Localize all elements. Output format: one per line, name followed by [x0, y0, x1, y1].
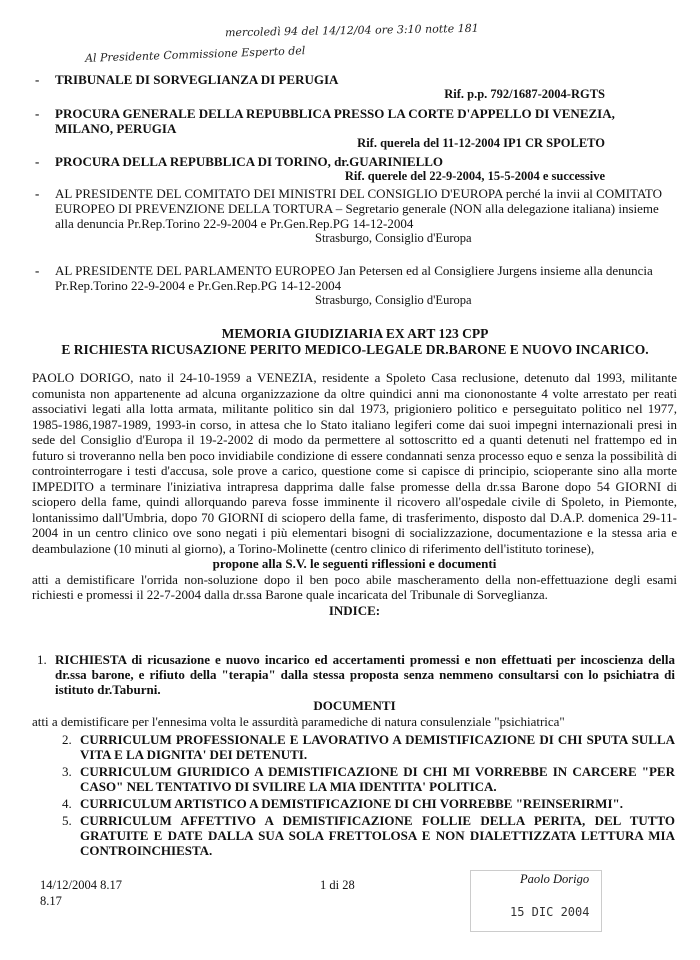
- addressee-block: - AL PRESIDENTE DEL PARLAMENTO EUROPEO Jan Petersen ed al Consigliere Jurgens insieme alla denuncia Pr.Rep.Torino 22-9-2004 e Pr.Gen.Rep.PG 14-12-2004 Strasburgo, Consiglio d'Europa: [55, 263, 675, 308]
- page-number: 1 di 28: [320, 878, 355, 892]
- addressee-location: Strasburgo, Consiglio d'Europa: [315, 231, 472, 245]
- propone-line: propone alla S.V. le seguenti riflessioni e documenti: [212, 556, 497, 571]
- documenti-section: [32, 698, 677, 729]
- list-item: 4. CURRICULUM ARTISTICO A DEMISTIFICAZIONE DI CHI VORREBBE "REINSERIRMI".: [62, 796, 623, 811]
- footer-time: 8.17: [40, 894, 62, 908]
- signature: Paolo Dorigo: [520, 872, 590, 886]
- addressee-location: Strasburgo, Consiglio d'Europa: [315, 293, 472, 307]
- addressee-ref: Rif. querela del 11-12-2004 IP1 CR SPOLETO: [357, 136, 605, 150]
- list-item: 3. CURRICULUM GIURIDICO A DEMISTIFICAZIONE DI CHI MI VORREBBE IN CARCERE "PER CASO" NEL TENTATIVO DI SVILIRE LA MIA IDENTITA' POLITICA.: [62, 764, 675, 794]
- addressee-name: AL PRESIDENTE DEL COMITATO DEI MINISTRI DEL CONSIGLIO D'EUROPA perché la invii al COMITATO EUROPEO DI PREVENZIONE DELLA TORTURA – Segretario generale (NON alla delegazione italiana) insieme alla denuncia Pr.Rep.Torino 22-9-2004 e Pr.Gen.Rep.PG 14-12-2004: [55, 186, 663, 231]
- documenti-intro: atti a demistificare per l'ennesima volta le assurdità paramediche di natura consulenziale "psichiatrica": [32, 713, 565, 729]
- indice-heading: INDICE:: [328, 602, 381, 618]
- documenti-heading: DOCUMENTI: [313, 698, 396, 713]
- document-subtitle: E RICHIESTA RICUSAZIONE PERITO MEDICO-LEGALE DR.BARONE E NUOVO INCARICO.: [61, 342, 649, 357]
- body-paragraph: [32, 370, 677, 618]
- indice-list: [37, 652, 675, 699]
- addressee-name: PROCURA DELLA REPUBBLICA DI TORINO, dr.GUARINIELLO: [55, 154, 444, 169]
- addressee-block: - PROCURA DELLA REPUBBLICA DI TORINO, dr.GUARINIELLO Rif. querele del 22-9-2004, 15-5-2004 e successive: [55, 154, 675, 184]
- addressee-name: PROCURA GENERALE DELLA REPUBBLICA PRESSO LA CORTE D'APPELLO DI VENEZIA, MILANO, PERUGIA: [55, 106, 615, 136]
- addressee-block: - PROCURA GENERALE DELLA REPUBBLICA PRESSO LA CORTE D'APPELLO DI VENEZIA, MILANO, PERUGIA Rif. querela del 11-12-2004 IP1 CR SPOLETO: [55, 106, 675, 151]
- document-title: MEMORIA GIUDIZIARIA EX ART 123 CPP: [221, 326, 489, 341]
- list-item: 5. CURRICULUM AFFETTIVO A DEMISTIFICAZIONE FOLLIE DELLA PERITA, DEL TUTTO GRATUITE E DATE DALLA SUA SOLA FRETTOLOSA E NON DIALETTIZZATA LETTURA MIA CONTROINCHIESTA.: [62, 813, 675, 858]
- addressee-name: AL PRESIDENTE DEL PARLAMENTO EUROPEO Jan Petersen ed al Consigliere Jurgens insieme alla denuncia Pr.Rep.Torino 22-9-2004 e Pr.Gen.Rep.PG 14-12-2004: [55, 263, 653, 293]
- addressee-ref: Rif. p.p. 792/1687-2004-RGTS: [444, 87, 605, 101]
- addressee-ref: Rif. querele del 22-9-2004, 15-5-2004 e successive: [344, 169, 605, 183]
- footer-date: 14/12/2004 8.17: [40, 878, 122, 892]
- addressee-block: - TRIBUNALE DI SORVEGLIANZA DI PERUGIA Rif. p.p. 792/1687-2004-RGTS: [55, 72, 675, 102]
- body-text: PAOLO DORIGO, nato il 24-10-1959 a VENEZIA, residente a Spoleto Casa reclusione, detenuto dal 1993, militante comunista non appartenente ad alcuna organizzazione da oltre quindici anni ma ciononostante 4 volte arrestato per reati associativi legati alla lotta armata, militante politico sin dal 1973, prigioniero politico e perseguitato politico nel 1977, 1985-1986,1987-1989, 1993-in corso, in attesa che lo Stato italiano legiferi come dai suoi impegni internazionali presi in sede del Consiglio d'Europa il 19-2-2002 di modo da permettere al sottoscritto ed a quanti detenuti nel frattempo ed in futuro si troveranno nella ben poco invidiabile condizione di essere condannati senza processo equo e senza la possibilità di controinterrogare i testi d'accusa, sole prove a carico, questione come si capisce di principio, scioperante sino alla morte IMPEDITO a terminare l'iniziativa intrapresa dapprima dalle false promesse della dr.ssa Barone dopo 54 GIORNI di sciopero della fame, quindi allorquando pareva fosse imminente il ricovero all'ospedale civile di Spoleto, in Piemonte, lontanissimo dall'Umbria, dopo 70 GIORNI di sciopero della fame, di trasferimento, disposto dal D.A.P. domenica 29-11-2004 in un centro clinico ove sono negati i più elementari bisogni di socializzazione, documentazione e la stessa aria e deambulazione (10 minuti al giorno), a Torino-Molinette (centro clinico di riferimento dell'istituto torinese),: [32, 370, 677, 556]
- handwritten-addressee: Al Presidente Commissione Esperto del: [84, 44, 306, 65]
- list-item: 2. CURRICULUM PROFESSIONALE E LAVORATIVO A DEMISTIFICAZIONE DI CHI SPUTA SULLA VITA E LA DIGNITA' DEI DETENUTI.: [62, 732, 675, 762]
- list-item: 1. RICHIESTA di ricusazione e nuovo incarico ed accertamenti promessi e non effettuati per incoscienza della dr.ssa barone, e rifiuto della "terapia" dalla stessa proposta senza nemmeno consultarsi con lo psichiatra di istituto dr.Taburni.: [37, 652, 675, 697]
- addressee-name: TRIBUNALE DI SORVEGLIANZA DI PERUGIA: [55, 72, 339, 87]
- documenti-list: [62, 732, 675, 860]
- addressee-block: - AL PRESIDENTE DEL COMITATO DEI MINISTRI DEL CONSIGLIO D'EUROPA perché la invii al COMITATO EUROPEO DI PREVENZIONE DELLA TORTURA – Segretario generale (NON alla delegazione italiana) insieme alla denuncia Pr.Rep.Torino 22-9-2004 e Pr.Gen.Rep.PG 14-12-2004 Strasburgo, Consiglio d'Europa: [55, 186, 675, 246]
- propone-continuation: atti a demistificare l'orrida non-soluzione dopo il ben poco abile mascheramento della non-effettuazione degli esami richiesti e promessi il 22-7-2004 dalla dr.ssa Barone quale incaricata del Tribunale di Sorveglianza.: [32, 571, 677, 602]
- handwritten-note: mercoledì 94 del 14/12/04 ore 3:10 notte 181: [224, 21, 479, 40]
- stamp-date: 15 DIC 2004: [510, 905, 590, 919]
